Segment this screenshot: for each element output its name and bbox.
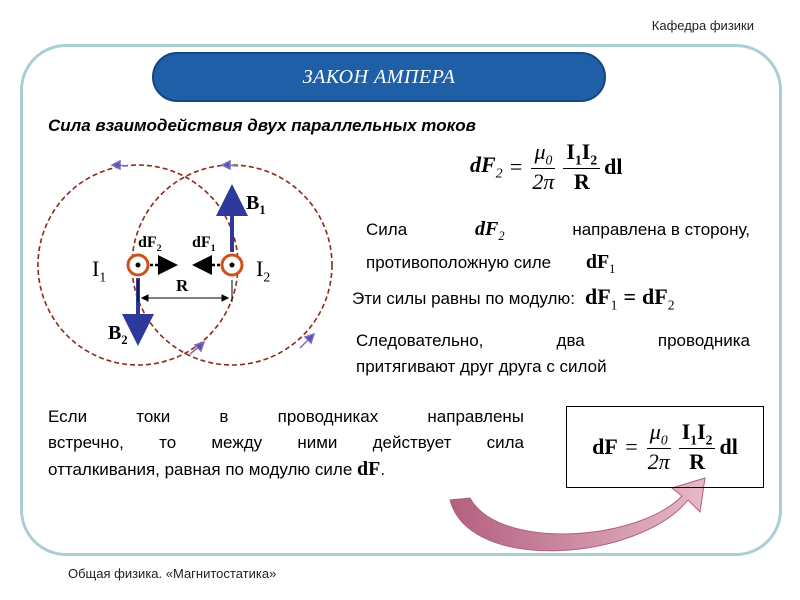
label-B2: $B_2$	[108, 322, 128, 347]
text-equal-forces: Эти силы равны по модулю: $dF_1$ = $dF_2$	[352, 284, 675, 313]
footer-text: Общая физика. «Магнитостатика»	[68, 566, 277, 581]
wire-I1	[128, 255, 148, 275]
label-I1: $I_1$	[92, 256, 107, 285]
department-label: Кафедра физики	[651, 18, 754, 33]
formula-box: dF = $\frac{\mu_0}{2\pi}$ $\frac{I_1I_2}{R}$ dl	[566, 406, 764, 488]
slide-subtitle: Сила взаимодействия двух параллельных токов	[48, 116, 476, 135]
label-dF2: $dF_2$	[138, 234, 162, 255]
label-dF1: $dF_1$	[192, 234, 216, 255]
slide-title: ЗАКОН АМПЕРА	[302, 65, 456, 88]
text-repulsion: Если токи в проводниках направлены встречно, то между ними действует сила отталкивания, равная по модулю силе dF.	[48, 407, 524, 480]
formula-dF2: $dF_2$ = $\frac{\mu_0}{2\pi}$ $\frac{I_1I_2}{R}$ dl	[470, 139, 623, 194]
text-direction: Сила $dF_2$ направлена в сторону, противоположную силе $dF_1$	[366, 218, 750, 276]
text-attract: Следовательно, два проводника притягивают друг друга с силой	[356, 331, 750, 376]
label-B1: $B_1$	[246, 192, 266, 217]
curved-arrow	[450, 478, 705, 551]
wire-I2	[222, 255, 242, 275]
label-R: R	[176, 276, 189, 295]
label-I2: $I_2$	[256, 256, 271, 285]
